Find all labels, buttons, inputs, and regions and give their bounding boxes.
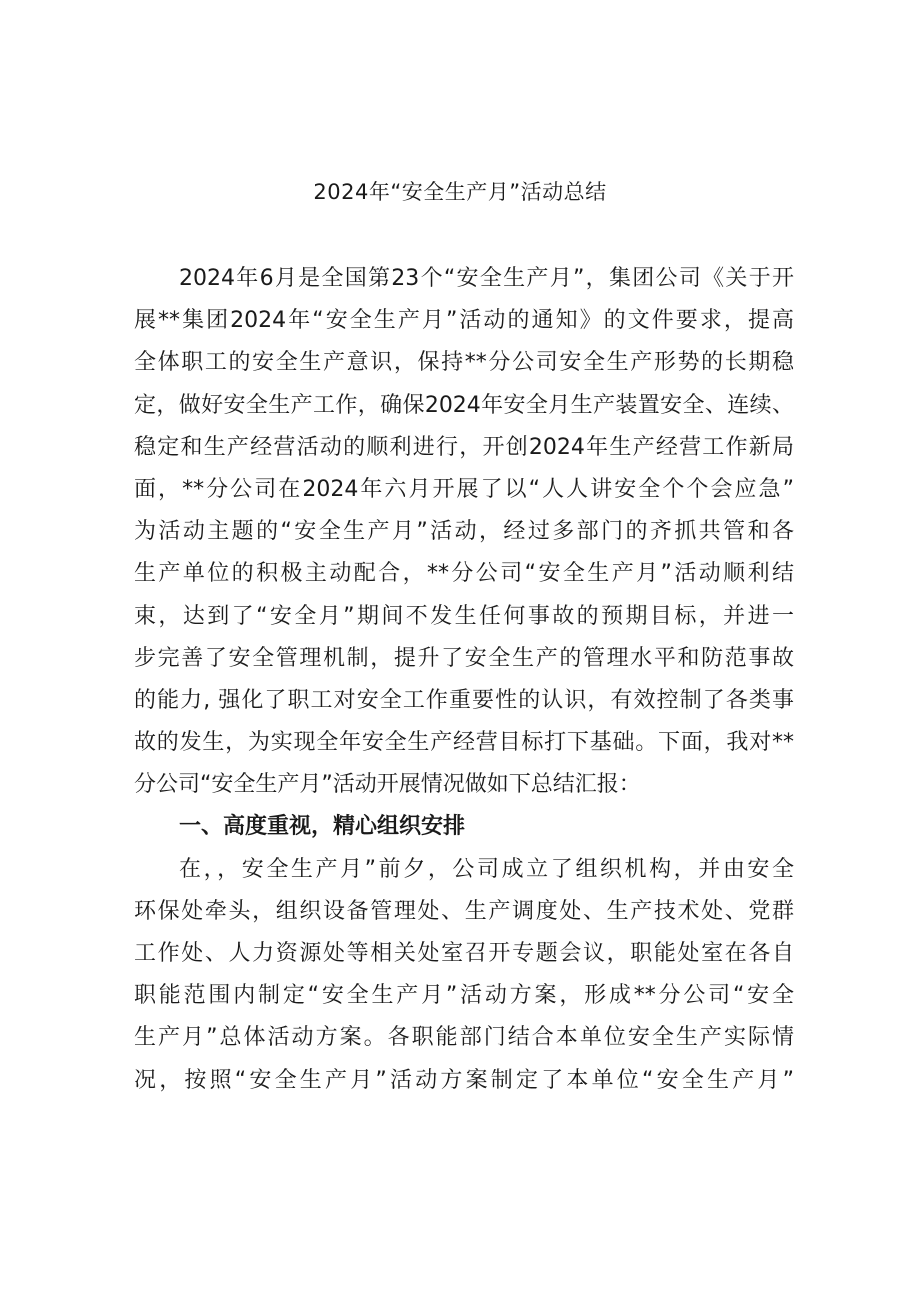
- document-body: [134, 258, 794, 1102]
- paragraph-line: 故的发生，为实现全年安全生产经营目标打下基础。下面，我对**: [134, 730, 794, 756]
- paragraph-line: 束，达到了“安全月”期间不发生任何事故的预期目标，并进一: [134, 603, 794, 629]
- paragraph-line: 面，**分公司在2024年六月开展了以“人人讲安全个个会应急”: [134, 476, 794, 502]
- paragraph-line: 2024年6月是全国第23个“安全生产月”，集团公司《关于开: [179, 266, 794, 291]
- paragraph-line: 稳定和生产经营活动的顺利进行，开创2024年生产经营工作新局: [134, 434, 794, 460]
- paragraph-line: 展**集团2024年“安全生产月”活动的通知》的文件要求，提高: [134, 308, 794, 334]
- paragraph-line: 的能力, 强化了职工对安全工作重要性的认识，有效控制了各类事: [134, 687, 794, 713]
- paragraph-line: 环保处牵头，组织设备管理处、生产调度处、生产技术处、党群: [134, 898, 794, 924]
- section-heading-1: 一、高度重视，精心组织安排: [179, 814, 466, 840]
- paragraph-line: 全体职工的安全生产意识，保持**分公司安全生产形势的长期稳: [134, 350, 794, 376]
- paragraph-line: 步完善了安全管理机制，提升了安全生产的管理水平和防范事故: [134, 645, 794, 671]
- paragraph-line: 定，做好安全生产工作，确保2024年安全月生产装置安全、连续、: [134, 392, 794, 418]
- paragraph-line: 为活动主题的“安全生产月”活动，经过多部门的齐抓共管和各: [134, 519, 794, 545]
- paragraph-line-last: 分公司“安全生产月”活动开展情况做如下总结汇报：: [134, 772, 641, 798]
- paragraph-line: 况，按照“安全生产月”活动方案制定了本单位“安全生产月”: [134, 1067, 794, 1093]
- paragraph-line: 工作处、人力资源处等相关处室召开专题会议，职能处室在各自: [134, 941, 794, 966]
- paragraph-line: 职能范围内制定“安全生产月”活动方案，形成**分公司“安全: [134, 983, 794, 1009]
- document-title: 2024年“安全生产月”活动总结: [313, 180, 607, 204]
- paragraph-line: 在，，安全生产月”前夕，公司成立了组织机构，并由安全: [179, 856, 794, 882]
- paragraph-intro: [134, 258, 794, 806]
- paragraph-line: 生产月”总体活动方案。各职能部门结合本单位安全生产实际情: [134, 1025, 794, 1051]
- paragraph-line: 生产单位的积极主动配合，**分公司“安全生产月”活动顺利结: [134, 561, 794, 587]
- paragraph-section-1: [134, 849, 794, 1102]
